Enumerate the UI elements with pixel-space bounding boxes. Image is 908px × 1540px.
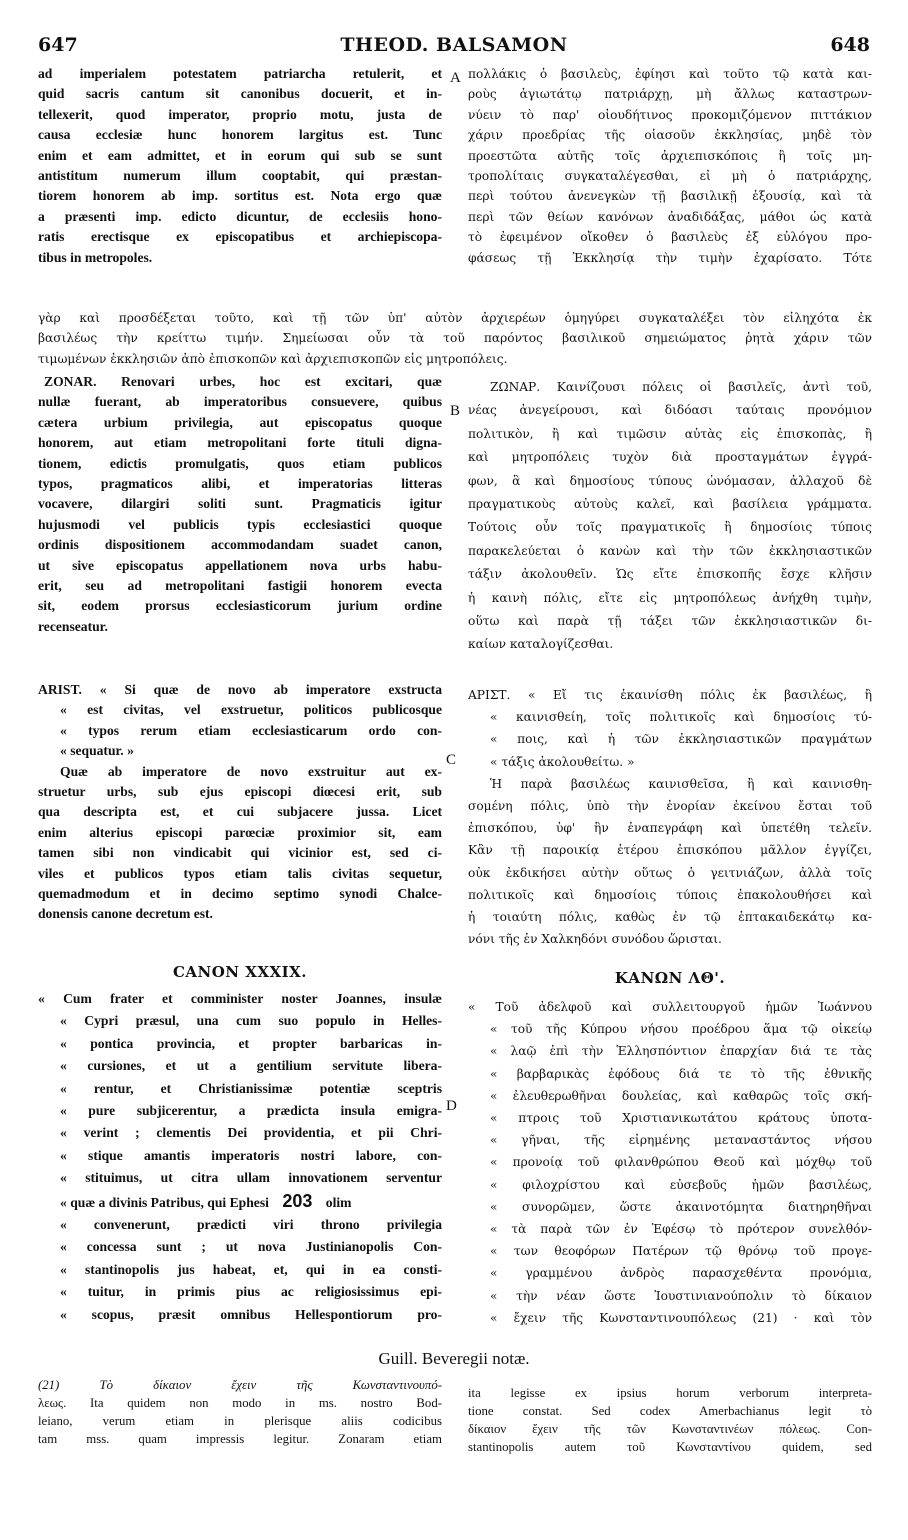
text-line: tibus in metropoles.: [38, 249, 153, 265]
text-line: donensis canone decretum est.: [38, 906, 213, 922]
text-line: οὕτω καὶ παρὰ τῇ τάξει τῶν ἐκκλησιαστικῶν δι-: [468, 614, 872, 629]
arist-latin-column: [38, 680, 442, 925]
text-line: tionem, edictis promulgatis, quos etiam publicos: [38, 455, 442, 471]
text-line: cætera urbium privilegia, aut episcopatus quoque: [38, 414, 442, 430]
zonar-latin-column: [38, 372, 442, 637]
running-title: THEOD. BALSAMON: [340, 34, 568, 56]
page-header: [0, 34, 908, 58]
text-line: « βαρβαρικὰς ἐφόδους διά τε τὸ τῆς ἐθνικῆς: [490, 1066, 872, 1081]
text-line: φάσεως τῇ Ἐκκλησίᾳ τὴν τιμὴν ἐχαρίσατο. Τότε: [468, 250, 872, 265]
text-line: « sequatur. »: [60, 743, 134, 759]
text-line: leiano, verum etiam in plerisque aliis codicibus: [38, 1414, 442, 1428]
text-line: « tuitur, in primis pius ac religiosissimus epi-: [60, 1284, 442, 1300]
text-line: ἐπισκόπου, ὑφ' ἣν ἐναπεγράφη καὶ ὑπετέθη τελεῖν.: [468, 821, 872, 836]
text-line: ροὺς ἁγιωτάτῳ πατριάρχῃ, μὴ ἄλλως καταστρων-: [468, 87, 872, 102]
text-line: quemadmodum et in decimo septimo synodi Chalce-: [38, 886, 442, 902]
text-line: « Cypri præsul, una cum suo populo in Helles-: [60, 1013, 442, 1029]
text-line: « τάξις ἀκολουθείτω. »: [490, 754, 635, 769]
text-line: καὶ μητροπόλεις τυχὸν διὰ προσταγμάτων ἐγγρά-: [468, 450, 872, 465]
text-line: causa ecclesiæ hunc honorem largitus est. Tunc: [38, 127, 442, 143]
text-line: « συνορῶμεν, ὥστε ἀκαινοτόμητα διατηρηθῆναι: [490, 1199, 872, 1214]
text-line: qua descripta est, et cui subjacere jussa. Licet: [38, 804, 442, 820]
text-line: « concessa sunt ; ut nova Justinianopolis Con-: [60, 1239, 442, 1255]
text-line: καίων καταλογίζεσθαι.: [468, 637, 614, 652]
text-line: νύειν τὸ παρ' οἱουδήτινος προκομιζόμενον πιττάκιον: [468, 107, 872, 122]
text-line: hujusmodi vel publicis typis ecclesiastici quoque: [38, 516, 442, 532]
text-line: « stique amantis imperatoris nostri labore, con-: [60, 1147, 442, 1163]
text-line: « γῆναι, τῆς εἰρημένης μεταναστάντος νήσου: [490, 1133, 872, 1148]
text-line: tiorem honorem ab imp. sortitus est. Nota ergo quæ: [38, 188, 442, 204]
text-line: τροπολίταις συγκαταλέγεσθαι, εἰ μὴ ὁ πατριάρχης,: [468, 169, 872, 184]
text-fragment: « quæ a divinis Patribus, qui Ephesi: [60, 1194, 269, 1210]
text-line: « τὴν νέαν ὥστε Ἰουστινιανούπολιν τὸ δίκαιον: [490, 1288, 872, 1303]
text-line: « stituimus, ut citra ullam innovationem serventur: [60, 1170, 442, 1186]
text-line: τὸ ἐφειμένον οἴκοθεν ὁ βασιλεὺς ἐξ εὐλόγου προ-: [468, 230, 872, 245]
text-line: « stantinopolis jus habeat, et, qui in ea consti-: [60, 1261, 442, 1277]
text-line: σομένη πόλις, ὑπὸ τὴν ἐνορίαν ἐκείνου ἔσται τοῦ: [468, 799, 872, 814]
text-line: struetur urbs, sub ejus episcopi diœcesi erit, sub: [38, 784, 442, 800]
text-line: nullæ fuerant, ab imperatoribus consuevere, quibus: [38, 394, 442, 410]
text-line: νόνι τῆς ἐν Χαλκηδόνι συνόδου ὥρισται.: [468, 932, 722, 947]
text-fragment: olim: [325, 1194, 352, 1210]
text-line: tam mss. quam impressis legitur. Zonaram etiam: [38, 1432, 442, 1446]
text-line: « Τοῦ ἀδελφοῦ καὶ συλλειτουργοῦ ἡμῶν Ἰωάννου: [468, 1000, 872, 1014]
canon-greek-title: ΚΑΝΩΝ ΛΘ'.: [614, 969, 726, 987]
text-line: ZONAR. Renovari urbes, hoc est excitari, quæ: [44, 374, 442, 389]
text-line: recenseatur.: [38, 618, 108, 634]
text-line: νέας ἀνεγείρουσι, καὶ διδόασι ταύταις προνόμιον: [468, 403, 872, 418]
notes-right-column: [468, 1384, 872, 1456]
text-line: ΑΡΙΣΤ. « Εἴ τις ἐκαινίσθη πόλις ἐκ βασιλέως, ἢ: [468, 688, 872, 702]
top-latin-column: [38, 64, 442, 268]
text-line: τιμωμένων ἐκκλησιῶν ἀπὸ ἐπισκοπῶν καὶ ἀρχιεπισκοπῶν εἰς μητροπόλεις.: [38, 351, 508, 366]
right-page-number: 648: [830, 34, 870, 56]
text-line: ratis erectisque ex episcopatibus et archiepiscopa-: [38, 229, 442, 245]
text-line: ut sive episcopatus appellationem nova urbs habu-: [38, 557, 442, 573]
margin-marker-d: D: [446, 1098, 457, 1114]
text-line: « τὰ παρὰ τῶν ἐν Ἐφέσῳ τὸ πρότερον συνελθόν-: [490, 1222, 872, 1237]
text-line: πολιτικὸν, ἢ καὶ τιμῶσιν αὐτὰς εἰς ἐπισκοπὰς, ἢ: [468, 426, 872, 441]
top-greek-column: [468, 64, 872, 268]
text-line: « rentur, et Christianissimæ potentiæ sceptris: [60, 1080, 442, 1096]
text-line: « των θεοφόρων Πατέρων τῷ θρόνῳ τοῦ προγε-: [490, 1244, 872, 1259]
text-line: antistitum numerum illum cooptabit, qui præstan-: [38, 168, 442, 184]
text-line: enim alterius episcopi parœciæ proximior sit, eam: [38, 824, 442, 840]
left-page-number: 647: [38, 34, 78, 56]
text-line: « προνοίᾳ τοῦ φιλανθρώπου Θεοῦ καὶ μόχθῳ τοῦ: [490, 1155, 872, 1170]
text-line: πολιτικοῖς καὶ δημοσίοις τύποις ἐπακολουθήσει καὶ: [468, 887, 872, 902]
text-line: (21) Τὸ δίκαιον ἔχειν τῆς Κωνσταντινουπό-: [38, 1378, 442, 1392]
text-line: Κἂν τῇ παροικίᾳ ἑτέρου ἐπισκόπου μᾶλλον ἐγγίζει,: [468, 843, 872, 858]
text-line: τάξιν ἀκολουθεῖν. Ὡς εἴτε ἐπισκοπῆς ἔσχε κλῆσιν: [468, 567, 872, 582]
margin-marker-c: C: [446, 752, 457, 768]
text-line: Quæ ab imperatore de novo exstruitur aut ex-: [60, 763, 442, 779]
text-line: ordinis dispositionem accommodandam suadet canon,: [38, 537, 442, 553]
text-line: περὶ τῶν θείων κανόνων ἀναδιδάξας, μάθοι ὡς κατὰ: [468, 209, 872, 224]
text-line: a præsenti imp. edicto dicuntur, de ecclesiis hono-: [38, 208, 442, 224]
text-line: « λαῷ ἐπὶ τὴν Ἑλλησπόντιον ἐπαρχίαν διά τε τὰς: [490, 1044, 872, 1059]
text-line: ἡ τοιαύτη πόλις, καθὼς ἐν τῷ ἑπτακαιδεκάτῳ κα-: [468, 910, 872, 925]
text-line: viles et publicos typos etiam talis civitas sequetur,: [38, 865, 442, 881]
text-line: « τοῦ τῆς Κύπρου νήσου προέδρου ἅμα τῷ οἰκείῳ: [490, 1022, 872, 1037]
canon-latin-title: CANON XXXIX.: [172, 963, 308, 981]
text-line: « pure subjicerentur, a prædicta insula emigra-: [60, 1103, 442, 1119]
margin-marker-a: A: [450, 70, 461, 86]
arist-greek-column: [468, 684, 872, 950]
text-line: οὐκ ἐκδικήσει αὐτὴν οὕτως ὁ γειτνιάζων, ἀλλὰ τοῖς: [468, 865, 872, 880]
text-line: « ποις, καὶ ἡ τῶν ἐκκλησιαστικῶν πραγμάτων: [490, 732, 872, 747]
text-line: λεως. Ita quidem non modo in ms. nostro Bod-: [38, 1396, 442, 1410]
text-line: « ἐλευθερωθῆναι δουλείας, καὶ καθαρῶς τοῖς σκή-: [490, 1088, 872, 1103]
text-line: tamen sibi non vindicabit qui vicinior est, sed ci-: [38, 845, 442, 861]
text-line: χάριν προεδρίας τῆς οἱασοῦν ἐκκλησίας, μηδὲ τὸν: [468, 128, 872, 143]
canon-latin-column: [38, 988, 442, 1326]
text-line: ARIST. « Si quæ de novo ab imperatore exstructa: [38, 682, 442, 697]
text-line: enim et eam admittet, et in eorum qui sub se sunt: [38, 147, 442, 163]
text-line: stantinopolis autem τοῦ Κωνσταντίνου quidem, sed: [468, 1440, 872, 1454]
text-line: « est civitas, vel exstruetur, politicos publicosque: [60, 702, 442, 718]
text-line: « convenerunt, prædicti viri throno privilegia: [60, 1217, 442, 1233]
notes-title: Guill. Beveregii notæ.: [378, 1349, 530, 1368]
text-line: [38, 1190, 442, 1214]
text-line: προεστῶτα αὐτῆς τοῖς ἀρχιεπισκόποις ἢ τοῖς μη-: [468, 148, 872, 163]
canon-greek-column: [468, 996, 872, 1329]
text-line: δίκαιον ἔχειν τῆς τῶν Κωνσταντινέων πόλεως. Con-: [468, 1422, 872, 1436]
text-line: honorem, aut etiam metropolitani forte tituli digna-: [38, 435, 442, 451]
text-line: « πτροις τοῦ Χριστιανικωτάτου κράτους ὑποτα-: [490, 1111, 872, 1126]
text-line: tellexerit, quod imperator, proprio motu, justa de: [38, 106, 442, 122]
text-line: « verint ; clementis Dei providentia, et pii Chri-: [60, 1125, 442, 1141]
text-line: « cursiones, et ut a gentilium servitute libera-: [60, 1058, 442, 1074]
notes-left-column: [38, 1376, 442, 1448]
text-line: φων, ἃ καὶ δημοσίους τύπους ὠνόμασαν, ἀλλαχοῦ δὲ: [468, 473, 872, 488]
text-line: erit, seu ad metropolitani fastigii honorem evecta: [38, 578, 442, 594]
text-line: πραγματικοὺς αὐτοὺς καλεῖ, καὶ βασίλεια γράμματα.: [468, 497, 872, 512]
text-line: « scopus, præsit omnibus Hellespontiorum pro-: [60, 1306, 442, 1322]
text-line: tione constat. Sed codex Amerbachianus legit τὸ: [468, 1404, 872, 1418]
text-line: παρακελεύεται ὁ κανὼν καὶ τὴν τῶν ἐκκλησιαστικῶν: [468, 543, 872, 558]
text-line: typos, pragmaticos alibi, et imperatorias litteras: [38, 476, 442, 492]
text-line: ΖΩΝΑΡ. Καινίζουσι πόλεις οἱ βασιλεῖς, ἀντὶ τοῦ,: [490, 380, 872, 394]
text-line: « γραμμένου ἀνδρὸς παρασχεθέντα προνόμια,: [490, 1266, 872, 1281]
text-line: πολλάκις ὁ βασιλεὺς, ἐφίησι καὶ τοῦτο τῷ κατὰ και-: [468, 67, 872, 81]
margin-marker-b: B: [450, 403, 461, 419]
text-line: βασιλέως τὴν κρείττω τιμήν. Σημείωσαι οὖν τὰ τοῦ παρόντος βασιλικοῦ σημειώματος ῥητὰ χάριν τῶν: [38, 331, 872, 346]
text-line: « φιλοχρίστου καὶ εὐσεβοῦς ἡμῶν βασιλέως,: [490, 1177, 872, 1192]
greek-full-width-block: [38, 308, 872, 369]
text-line: « ἔχειν τῆς Κωνσταντινουπόλεως (21) · καὶ τὸν: [490, 1310, 872, 1325]
text-line: ἡ καινὴ πόλις, εἴτε εἰς μητροπόλεως ἀνήχθη τιμὴν,: [468, 590, 872, 605]
text-line: περὶ τούτου ἀνενεγκὼν τῇ βασιλικῇ ἐξουσίᾳ, καὶ τὰ: [468, 189, 872, 204]
text-line: « typos rerum etiam ecclesiasticarum ordo con-: [60, 722, 442, 738]
text-line: quid sacris cantum sit canonibus docuerit, et in-: [38, 86, 442, 102]
text-line: « pontica provincia, et propter barbaricas in-: [60, 1035, 442, 1051]
zonar-greek-column: [468, 376, 872, 657]
text-line: Τούτοις οὖν τοῖς πραγματικοῖς ἢ δημοσίοις τύποις: [468, 520, 872, 535]
text-line: vocavere, dilargiri soliti sunt. Pragmaticis igitur: [38, 496, 442, 512]
text-line: « Cum frater et comminister noster Joannes, insulæ: [38, 991, 442, 1006]
page-reference-number: 203: [282, 1190, 313, 1211]
text-line: sit, eodem prorsus ecclesiasticorum jurium ordine: [38, 598, 442, 614]
text-line: « καινισθείη, τοῖς πολιτικοῖς καὶ δημοσίοις τύ-: [490, 710, 872, 725]
text-line: Ἡ παρὰ βασιλέως καινισθεῖσα, ἢ καὶ καινισθη-: [490, 776, 872, 791]
text-line: γὰρ καὶ προσδέξεται τοῦτο, καὶ τῇ τῶν ὑπ' αὐτὸν ἀρχιερέων ὁμηγύρει συγκαταλέξει τὸν εἰληχότα ἐκ: [38, 311, 872, 325]
text-line: ita legisse ex ipsius horum verborum interpreta-: [468, 1386, 872, 1400]
text-line: ad imperialem potestatem patriarcha retulerit, et: [38, 66, 442, 81]
